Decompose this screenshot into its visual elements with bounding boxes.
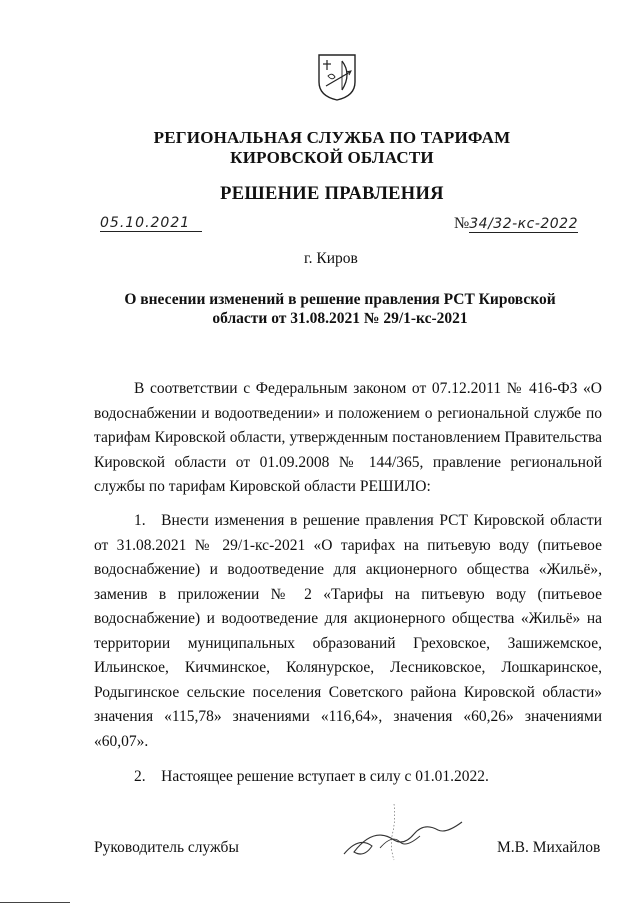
- city: г. Киров: [304, 250, 358, 267]
- paragraph-item-2: 2. Настоящее решение вступает в силу с 01.01.2022.: [134, 768, 489, 785]
- number-value: 34/32-кс-2022: [469, 216, 578, 232]
- paragraph-item-1: 1. Внести изменения в решение правления РСТ Кировской области от 31.08.2021 № 29/1-кс-2021 «О тарифах на питьевую воду (питьевое водоснабжение) и водоотведение для акционерного общества «Жильё», заменив в приложении № 2 «Тарифы на питьевую воду (питьевое водоснабжение) и водоотведение для акционерного общества «Жильё» на территории муниципальных образований Греховское, Зашижемское, Ильинское, Кичминское, Колянурское, Лесниковское, Лошкаринское, Родыгинское сельские поселения Советского района Кировской области» значения «115,78» значениями «116,64», значения «60,26» значениями «60,07».: [94, 512, 602, 750]
- decision-number: [454, 215, 600, 233]
- coat-of-arms-icon: [316, 52, 358, 102]
- decision-date: 05.10.2021: [100, 215, 202, 232]
- signatory-role: Руководитель службы: [94, 839, 239, 856]
- number-sign: №: [454, 215, 470, 232]
- document-subject: О внесении изменений в решение правления РСТ Кировской области от 31.08.2021 № 29/1-кс-2021: [124, 291, 556, 327]
- signatory-name: М.В. Михайлов: [497, 839, 601, 856]
- handwritten-signature: [334, 796, 474, 866]
- footer-rule: [0, 902, 70, 903]
- paragraph-preamble: В соответствии с Федеральным законом от 07.12.2011 № 416-ФЗ «О водоснабжении и водоотведении» и положением о региональной службе по тарифам Кировской области, утвержденным постановлением Правительства Кировской области от 01.09.2008 № 144/365, правление региональной службы по тарифам Кировской области РЕШИЛО:: [94, 380, 602, 495]
- document-title: РЕШЕНИЕ ПРАВЛЕНИЯ: [220, 184, 444, 204]
- org-name-line2: КИРОВСКОЙ ОБЛАСТИ: [230, 148, 434, 167]
- org-name-line1: РЕГИОНАЛЬНАЯ СЛУЖБА ПО ТАРИФАМ: [153, 128, 511, 147]
